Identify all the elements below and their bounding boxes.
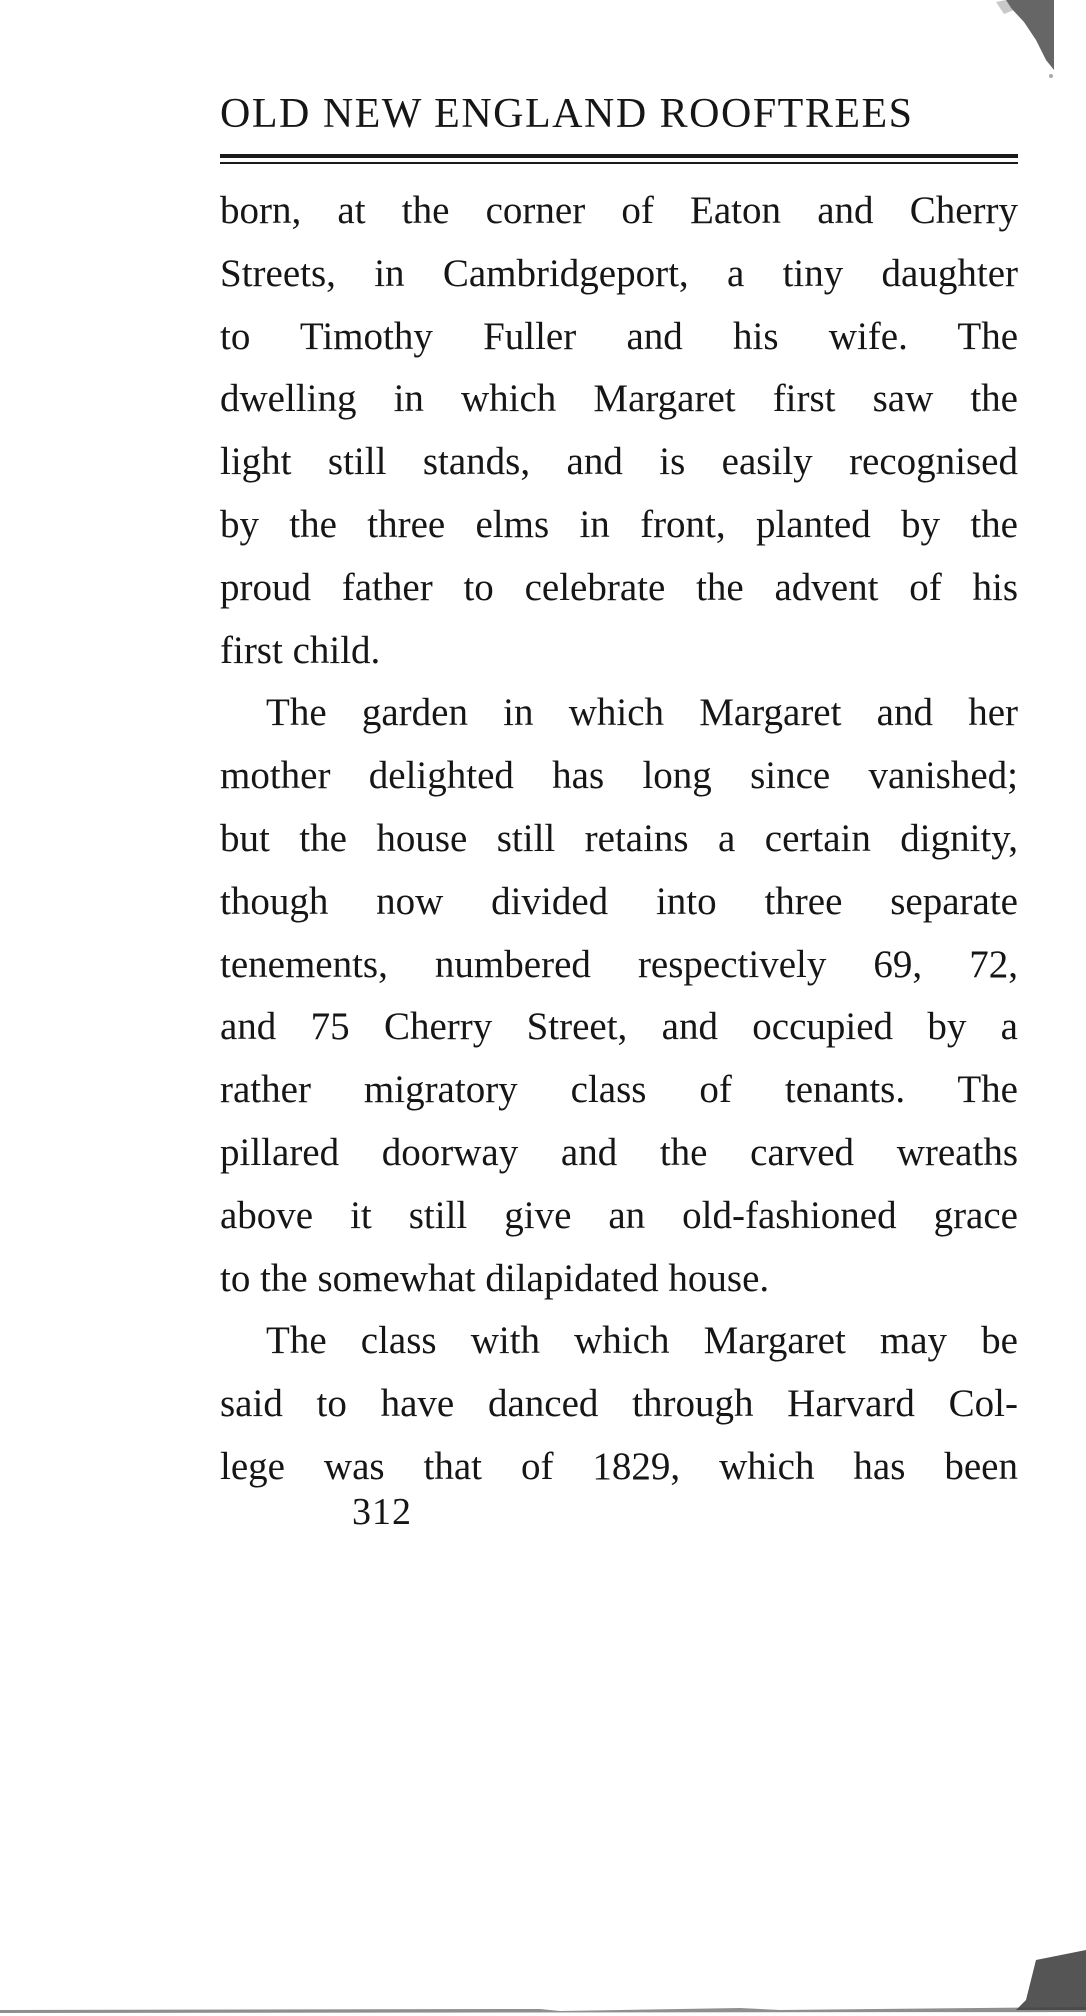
text-line: and 75 Cherry Street, and occupied by a (220, 1005, 1018, 1049)
running-title: OLD NEW ENGLAND ROOFTREES (220, 91, 914, 137)
text-line: rather migratory class of tenants. The (220, 1068, 1018, 1112)
text-line: pillared doorway and the carved wreaths (220, 1130, 1018, 1174)
text-line: proud father to celebrate the advent of his (220, 565, 1018, 609)
header-rule-thin (220, 162, 1018, 164)
text-line: light still stands, and is easily recognised (220, 440, 1018, 484)
text-line: Streets, in Cambridgeport, a tiny daughter (220, 251, 1018, 295)
text-line: dwelling in which Margaret first saw the (220, 377, 1018, 421)
text-line: tenements, numbered respectively 69, 72, (220, 942, 1018, 986)
text-line: lege was that of 1829, which has been (220, 1444, 1018, 1488)
text-line: by the three elms in front, planted by the (220, 502, 1018, 546)
text-line: though now divided into three separate (220, 879, 1018, 923)
text-line: above it still give an old-fashioned grace (220, 1193, 1018, 1237)
text-line: to the somewhat dilapidated house. (220, 1256, 770, 1300)
scan-smudge-top (996, 0, 1056, 80)
text-line: but the house still retains a certain dignity, (220, 816, 1018, 860)
text-line: said to have danced through Harvard Col- (220, 1382, 1018, 1426)
text-line: first child. (220, 628, 381, 672)
header-rule-thick (220, 154, 1018, 158)
page-number: 312 (352, 1491, 412, 1533)
body-text (220, 180, 1018, 1499)
scan-edge-bottom (0, 2004, 1086, 2014)
text-line: The garden in which Margaret and her (266, 691, 1018, 735)
text-line: mother delighted has long since vanished; (220, 754, 1018, 798)
scan-smudge-bottom (1016, 1940, 1086, 2010)
text-line: to Timothy Fuller and his wife. The (220, 314, 1018, 358)
text-line: The class with which Margaret may be (266, 1319, 1018, 1363)
text-line: born, at the corner of Eaton and Cherry (220, 189, 1018, 232)
